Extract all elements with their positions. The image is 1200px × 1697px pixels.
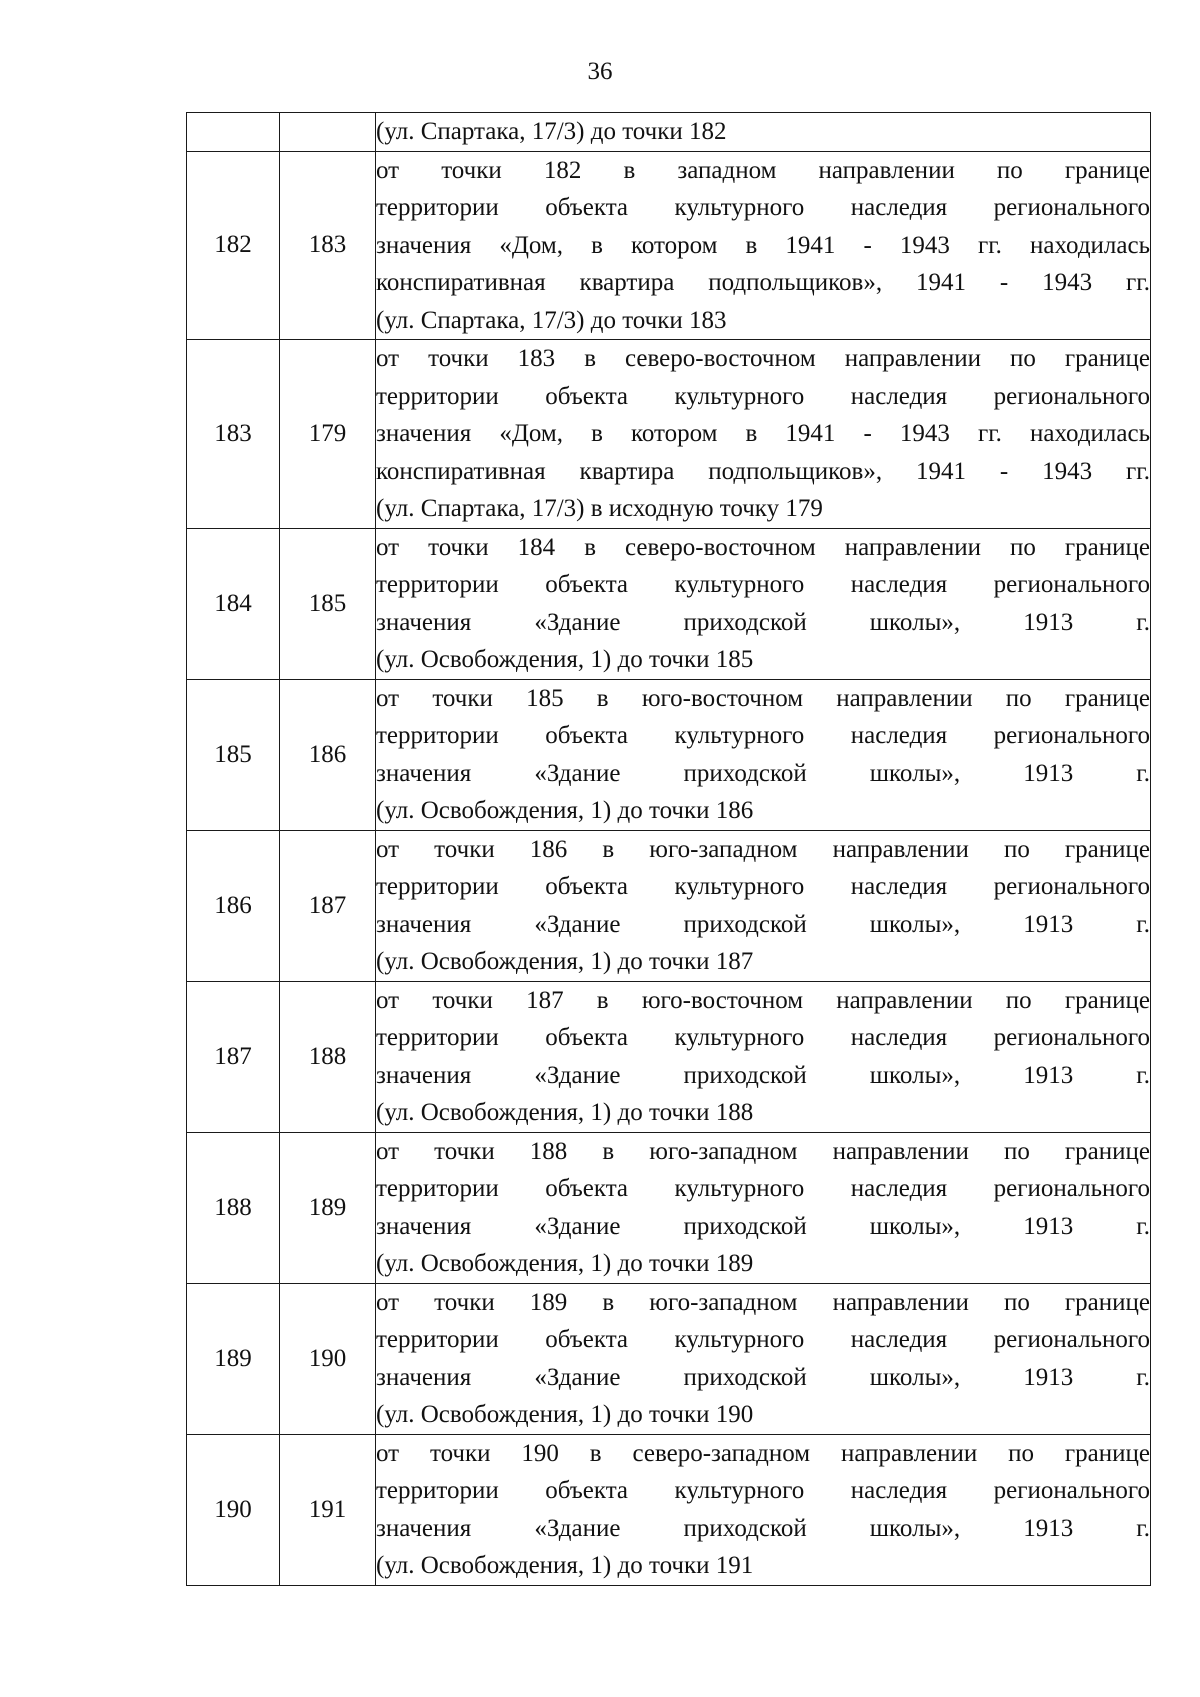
description-line: конспиративная квартира подпольщиков», 1941 - 1943 гг.: [376, 457, 1150, 485]
description-line: (ул. Освобождения, 1) до точки 187: [376, 948, 754, 975]
description-line: (ул. Освобождения, 1) до точки 186: [376, 797, 754, 824]
cell-boundary-description: [376, 1283, 1151, 1434]
cell-point-from: 190: [187, 1434, 280, 1585]
table-body: [187, 113, 1151, 1586]
cell-point-from: [187, 113, 280, 152]
cell-point-to: 183: [280, 151, 376, 340]
description-line: от точки 190 в северо-западном направлении по границе: [376, 1439, 1150, 1467]
description-line: (ул. Освобождения, 1) до точки 191: [376, 1552, 754, 1579]
description-line: значения «Здание приходской школы», 1913 г.: [376, 608, 1150, 636]
description-line: значения «Здание приходской школы», 1913 г.: [376, 1061, 1150, 1089]
description-line: от точки 188 в юго-западном направлении по границе: [376, 1137, 1150, 1165]
table-row: [187, 1434, 1151, 1585]
description-line: (ул. Спартака, 17/3) до точки 183: [376, 306, 727, 334]
description-line: (ул. Освобождения, 1) до точки 190: [376, 1401, 754, 1428]
cell-boundary-description: [376, 1434, 1151, 1585]
cell-boundary-description: [376, 981, 1151, 1132]
description-line: конспиративная квартира подпольщиков», 1941 - 1943 гг.: [376, 269, 1150, 296]
table-row: [187, 1283, 1151, 1434]
cell-boundary-description: [376, 679, 1151, 830]
cell-point-to: 189: [280, 1132, 376, 1283]
description-line: от точки 186 в юго-западном направлении по границе: [376, 835, 1150, 863]
description-line: от точки 183 в северо-восточном направлении по границе: [376, 345, 1150, 372]
description-line: значения «Здание приходской школы», 1913 г.: [376, 759, 1150, 787]
table-row: [187, 151, 1151, 340]
cell-boundary-description: [376, 340, 1151, 529]
cell-point-from: 184: [187, 528, 280, 679]
description-line: от точки 189 в юго-западном направлении по границе: [376, 1288, 1150, 1316]
boundary-table: [186, 112, 1151, 1586]
cell-point-from: 188: [187, 1132, 280, 1283]
table-row: [187, 981, 1151, 1132]
description-line: от точки 182 в западном направлении по границе: [376, 156, 1150, 184]
cell-boundary-description: [376, 830, 1151, 981]
cell-point-to: 191: [280, 1434, 376, 1585]
description-line: (ул. Спартака, 17/3) в исходную точку 179: [376, 495, 823, 522]
cell-point-from: 187: [187, 981, 280, 1132]
description-line: территории объекта культурного наследия регионального: [376, 1024, 1150, 1051]
cell-point-to: 187: [280, 830, 376, 981]
page-number: 36: [587, 58, 613, 85]
cell-point-from: 185: [187, 679, 280, 830]
cell-point-to: [280, 113, 376, 152]
cell-point-to: 188: [280, 981, 376, 1132]
description-line: (ул. Освобождения, 1) до точки 185: [376, 646, 754, 673]
description-line: территории объекта культурного наследия регионального: [376, 194, 1150, 221]
cell-point-to: 185: [280, 528, 376, 679]
description-line: территории объекта культурного наследия регионального: [376, 873, 1150, 900]
description-line: территории объекта культурного наследия регионального: [376, 722, 1150, 749]
description-line: от точки 185 в юго-восточном направлении по границе: [376, 684, 1150, 712]
table-row: [187, 113, 1151, 152]
description-line: значения «Дом, в котором в 1941 - 1943 гг. находилась: [376, 231, 1150, 259]
table-row: [187, 830, 1151, 981]
description-line: территории объекта культурного наследия регионального: [376, 571, 1150, 598]
table-row: [187, 340, 1151, 529]
description-line: значения «Здание приходской школы», 1913 г.: [376, 1363, 1150, 1391]
cell-boundary-description: [376, 113, 1151, 152]
description-line: территории объекта культурного наследия регионального: [376, 1477, 1150, 1504]
description-line: от точки 187 в юго-восточном направлении по границе: [376, 986, 1150, 1014]
cell-boundary-description: [376, 151, 1151, 340]
cell-point-from: 183: [187, 340, 280, 529]
table-row: [187, 679, 1151, 830]
description-line: территории объекта культурного наследия регионального: [376, 1175, 1150, 1202]
description-line: (ул. Освобождения, 1) до точки 189: [376, 1250, 754, 1277]
cell-boundary-description: [376, 1132, 1151, 1283]
description-line: территории объекта культурного наследия регионального: [376, 1326, 1150, 1353]
description-line: от точки 184 в северо-восточном направлении по границе: [376, 533, 1150, 561]
table-row: [187, 1132, 1151, 1283]
description-line: значения «Здание приходской школы», 1913 г.: [376, 1212, 1150, 1240]
description-line: значения «Дом, в котором в 1941 - 1943 гг. находилась: [376, 420, 1150, 447]
table-row: [187, 528, 1151, 679]
description-line: (ул. Спартака, 17/3) до точки 182: [376, 118, 727, 145]
description-line: (ул. Освобождения, 1) до точки 188: [376, 1099, 754, 1126]
cell-point-to: 186: [280, 679, 376, 830]
cell-point-from: 182: [187, 151, 280, 340]
description-line: значения «Здание приходской школы», 1913 г.: [376, 1514, 1150, 1542]
cell-point-to: 179: [280, 340, 376, 529]
cell-point-from: 186: [187, 830, 280, 981]
cell-point-to: 190: [280, 1283, 376, 1434]
cell-point-from: 189: [187, 1283, 280, 1434]
description-line: территории объекта культурного наследия регионального: [376, 382, 1150, 410]
description-line: значения «Здание приходской школы», 1913 г.: [376, 910, 1150, 938]
cell-boundary-description: [376, 528, 1151, 679]
